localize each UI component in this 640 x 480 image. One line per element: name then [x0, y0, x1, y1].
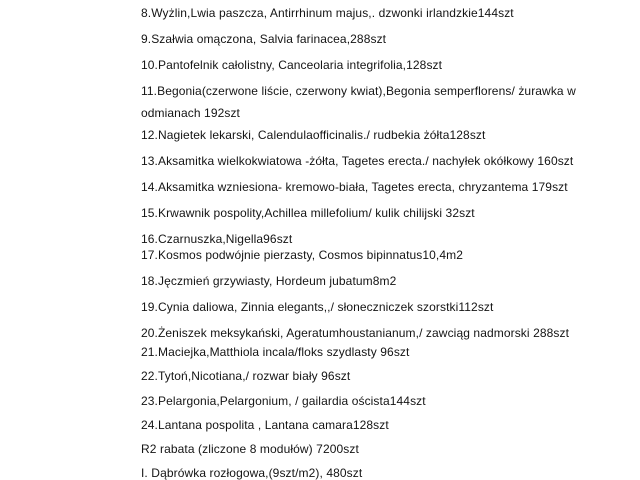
list-item: 22.Tytoń,Nicotiana,/ rozwar biały 96szt — [141, 369, 351, 383]
list-item: 12.Nagietek lekarski, Calendulaofficinalis./ rudbekia żółta128szt — [141, 128, 486, 142]
list-item: 13.Aksamitka wielkokwiatowa -żółta, Tagetes erecta./ nachyłek okółkowy 160szt — [141, 154, 574, 168]
list-item: 9.Szałwia omączona, Salvia farinacea,288szt — [141, 32, 387, 46]
list-item: 18.Jęczmień grzywiasty, Hordeum jubatum8m2 — [141, 274, 397, 288]
list-item: I. Dąbrówka rozłogowa,(9szt/m2), 480szt — [141, 466, 363, 480]
list-item: 8.Wyżlin,Lwia paszcza, Antirrhinum majus,. dzwonki irlandzkie144szt — [141, 6, 514, 20]
list-item: 21.Maciejka,Matthiola incala/floks szydlasty 96szt — [141, 345, 410, 359]
list-item: 24.Lantana pospolita , Lantana camara128szt — [141, 418, 389, 432]
list-item: 14.Aksamitka wzniesiona- kremowo-biała, Tagetes erecta, chryzantema 179szt — [141, 180, 568, 194]
list-item: 15.Krwawnik pospolity,Achillea millefolium/ kulik chilijski 32szt — [141, 206, 475, 220]
list-item: 16.Czarnuszka,Nigella96szt — [141, 232, 293, 246]
list-item: 17.Kosmos podwójnie pierzasty, Cosmos bipinnatus10,4m2 — [141, 248, 464, 262]
list-item: R2 rabata (zliczone 8 modułów) 7200szt — [141, 442, 359, 456]
list-item: 20.Żeniszek meksykański, Ageratumhoustanianum,/ zawciąg nadmorski 288szt — [141, 326, 570, 340]
list-item: 23.Pelargonia,Pelargonium, / gailardia oścista144szt — [141, 394, 426, 408]
list-item: 19.Cynia daliowa, Zinnia elegants,,/ słoneczniczek szorstki112szt — [141, 300, 494, 314]
list-item: 11.Begonia(czerwone liście, czerwony kwiat),Begonia semperflorens/ żurawka w odmianach 192szt — [141, 84, 576, 120]
list-item: 10.Pantofelnik całolistny, Canceolaria integrifolia,128szt — [141, 58, 443, 72]
